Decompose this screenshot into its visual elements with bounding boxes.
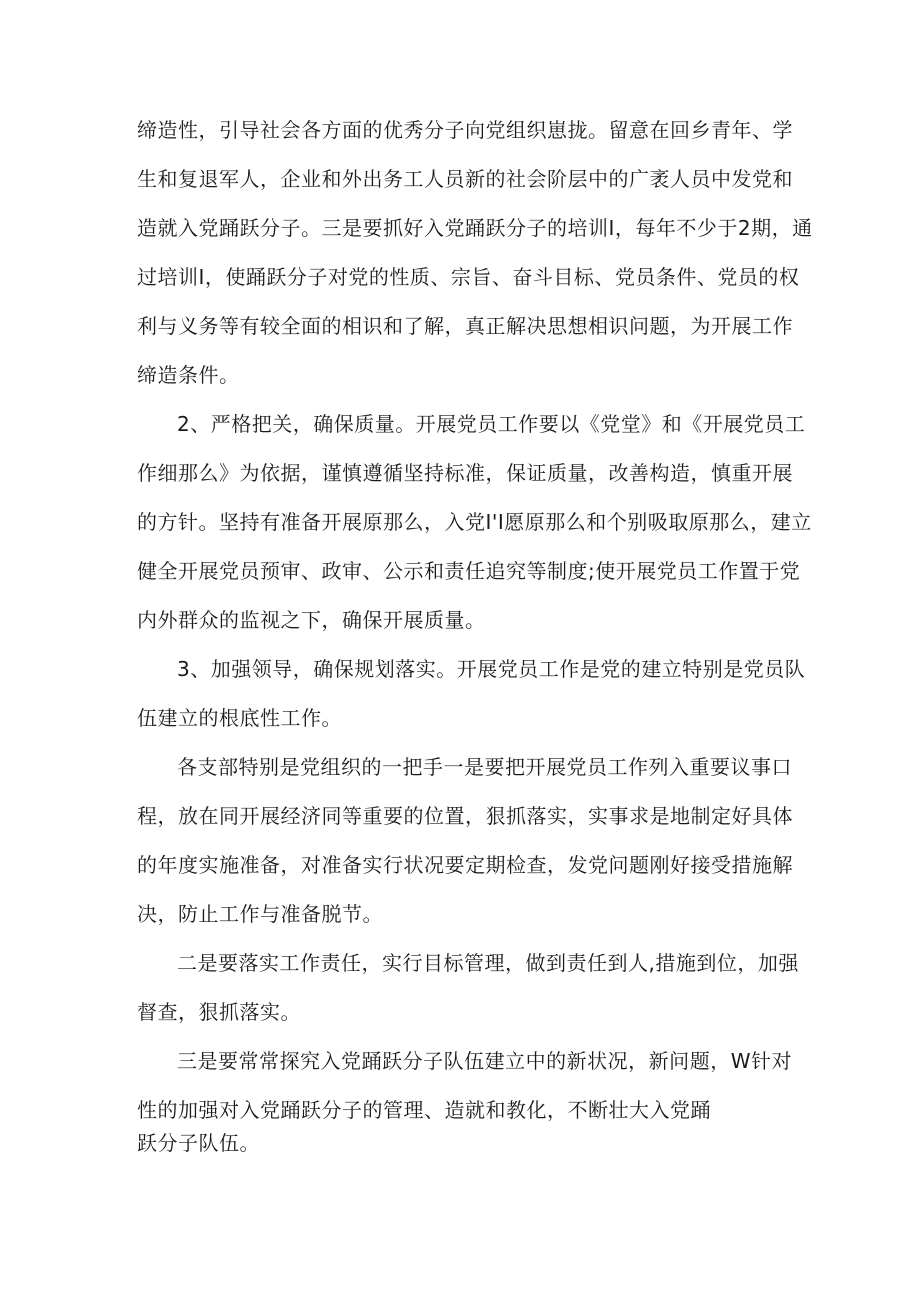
text-line: 造就入党踊跃分子。三是要抓好入党踊跃分子的培训I，每年不少于2期，通: [137, 216, 813, 240]
text-line: 缔造条件。: [137, 363, 240, 387]
text-line: 跃分子队伍。: [137, 1131, 260, 1155]
text-line: 决，防止工作与准备脱节。: [137, 902, 383, 926]
text-line: 内外群众的监视之下，确保开展质量。: [137, 608, 486, 632]
text-line: 生和复退军人，企业和外出务工人员新的社会阶层中的广袤人员中发党和: [137, 167, 793, 191]
paragraph-first-line: 2、严格把关，确保质量。开展党员工作要以《党堂》和《开展党员工: [177, 412, 806, 436]
text-line: 缔造性，引导社会各方面的优秀分子向党组织崽拢。留意在回乡青年、学: [137, 118, 793, 142]
text-line: 过培训I，使踊跃分子对党的性质、宗旨、奋斗目标、党员条件、党员的权: [137, 265, 800, 289]
paragraph-first-line: 二是要落实工作责任，实行目标管理，做到责任到人,措施到位，加强: [177, 951, 799, 975]
text-line: 的方针。坚持有准备开展原那么，入党I'I愿原那么和个别吸取原那么，建立: [137, 510, 812, 534]
text-line: 利与义务等有较全面的相识和了解，真正解决思想相识问题，为开展工作: [137, 314, 793, 338]
text-line: 程，放在同开展经济同等重要的位置，狠抓落实，实事求是地制定好具体: [137, 804, 793, 828]
text-line: 性的加强对入党踊跃分子的管理、造就和教化，不断壮大入党踊: [137, 1098, 711, 1122]
paragraph-first-line: 三是要常常探究入党踊跃分子队伍建立中的新状况，新问题，W针对: [177, 1049, 792, 1073]
paragraph-first-line: 各支部特别是党组织的一把手一是要把开展党员工作列入重要议事口: [177, 755, 792, 779]
paragraph-first-line: 3、加强领导，确保规划落实。开展党员工作是党的建立特别是党员队: [177, 657, 806, 681]
text-line: 督查，狠抓落实。: [137, 1000, 301, 1024]
text-line: 的年度实施准备，对准备实行状况要定期检查，发党问题刚好接受措施解: [137, 853, 793, 877]
text-line: 伍建立的根底性工作。: [137, 706, 342, 730]
text-line: 健全开展党员预审、政审、公示和责任追究等制度;使开展党员工作置于党: [137, 559, 801, 583]
text-line: 作细那么》为依据，谨慎遵循坚持标准，保证质量，改善构造，慎重开展: [137, 461, 793, 485]
